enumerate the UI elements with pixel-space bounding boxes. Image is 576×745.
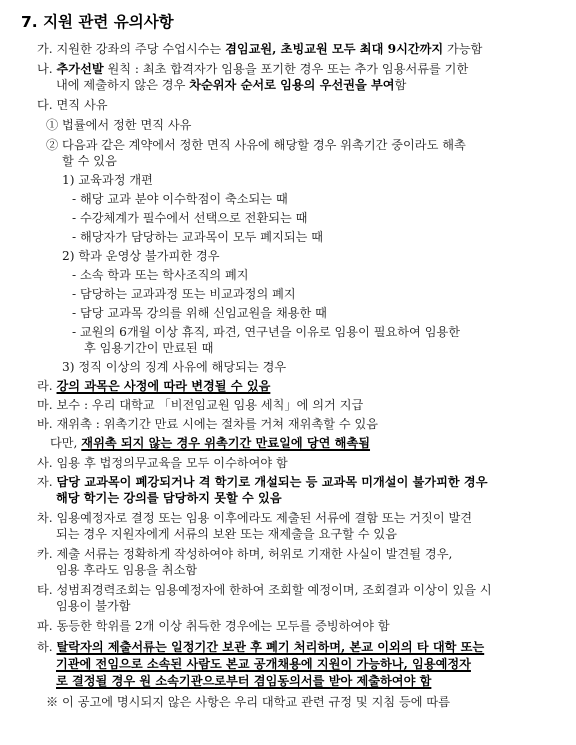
item-marker: 파. xyxy=(37,619,53,633)
item-ka-line2: 임용 후라도 임용을 취소함 xyxy=(56,563,198,577)
item-text: 함 xyxy=(394,78,407,92)
item-emphasis: 재위촉 되지 않는 경우 위촉기간 만료일에 당연 해촉됨 xyxy=(81,436,371,450)
item-na xyxy=(37,61,468,77)
item-emphasis: 추가선발 xyxy=(56,62,104,76)
item-text: 다만, xyxy=(50,436,78,450)
item-marker: 바. xyxy=(37,417,53,431)
da-sub-3: 3) 정직 이상의 징계 사유에 해당되는 경우 xyxy=(62,360,287,374)
item-ja-line2 xyxy=(56,490,282,506)
item-na-line2 xyxy=(56,77,406,93)
item-emphasis: 차순위자 순서로 임용의 우선권을 부여 xyxy=(189,78,395,92)
item-cha-line2: 되는 경우 지원자에게 서류의 보완 또는 재제출을 요구할 수 있음 xyxy=(56,527,397,541)
item-ta xyxy=(37,582,492,598)
item-ka xyxy=(37,546,452,562)
item-marker: 나. xyxy=(37,62,53,76)
item-marker: 가. xyxy=(37,42,53,56)
item-ta-line2: 임용이 불가함 xyxy=(56,599,131,613)
item-text: 성범죄경력조회는 임용예정자에 한하여 조회할 예정이며, 조회결과 이상이 있을 시 xyxy=(56,583,492,597)
section-title: 7. 지원 관련 유의사항 xyxy=(21,13,174,31)
item-emphasis: 강의 과목은 사정에 따라 변경될 수 있음 xyxy=(56,379,271,393)
list-item: - 담당하는 교과과정 또는 비교과정의 폐지 xyxy=(72,287,296,301)
item-text: 원칙 : 최초 합격자가 임용을 포기한 경우 또는 추가 임용서류를 기한 xyxy=(107,62,469,76)
item-da xyxy=(37,97,108,113)
item-emphasis: 담당 교과목이 폐강되거나 격 학기로 개설되는 등 교과목 미개설이 불가피한 경우 xyxy=(56,475,488,489)
item-marker: 타. xyxy=(37,583,53,597)
item-marker: 카. xyxy=(37,547,53,561)
item-text: 면직 사유 xyxy=(56,98,108,112)
da-clause-2: ② 다음과 같은 계약에서 정한 면직 사유에 해당할 경우 위촉기간 중이라도 해촉 xyxy=(46,138,466,152)
item-emphasis: 로 결정될 경우 원 소속기관으로부터 겸임동의서를 받아 제출하여야 함 xyxy=(56,674,432,688)
item-cha xyxy=(37,510,472,526)
item-marker: 사. xyxy=(37,456,53,470)
list-item-cont: 후 임용기간이 만료된 때 xyxy=(84,341,214,355)
da-clause-1: ① 법률에서 정한 면직 사유 xyxy=(46,118,192,132)
item-text: 동등한 학위를 2개 이상 취득한 경우에는 모두를 증빙하여야 함 xyxy=(56,619,390,633)
list-item: - 교원의 6개월 이상 휴직, 파견, 연구년을 이유로 임용이 필요하여 임용한 xyxy=(72,325,461,339)
item-emphasis: 해당 학기는 강의를 담당하지 못할 수 있음 xyxy=(56,491,282,505)
item-emphasis: 기관에 전임으로 소속된 사람도 본교 공개채용에 지원이 가능하나, 임용예정자 xyxy=(56,657,471,671)
item-text: 보수 : 우리 대학교 「비전임교원 임용 세칙」에 의거 지급 xyxy=(56,398,364,412)
item-pa xyxy=(37,618,390,634)
list-item: - 수강체계가 필수에서 선택으로 전환되는 때 xyxy=(72,211,308,225)
item-ha xyxy=(37,639,484,655)
item-text: 임용 후 법정의무교육을 모두 이수하여야 함 xyxy=(56,456,288,470)
item-text: 가능함 xyxy=(447,42,483,56)
da-sub-2: 2) 학과 운영상 불가피한 경우 xyxy=(62,249,220,263)
list-item: - 해당 교과 분야 이수학점이 축소되는 때 xyxy=(72,192,288,206)
item-ha-line2 xyxy=(56,656,471,672)
item-marker: 하. xyxy=(37,640,53,654)
item-text: 내에 제출하지 않은 경우 xyxy=(56,78,186,92)
item-ba xyxy=(37,416,378,432)
item-ba-note xyxy=(50,435,370,451)
item-ja xyxy=(37,474,487,490)
list-item: - 담당 교과목 강의를 위해 신임교원을 채용한 때 xyxy=(72,306,327,320)
da-sub-1: 1) 교육과정 개편 xyxy=(62,173,153,187)
item-emphasis: 겸임교원, 초빙교원 모두 최대 9시간까지 xyxy=(225,42,444,56)
item-ha-line3 xyxy=(56,673,431,689)
item-marker: 자. xyxy=(37,475,53,489)
item-text: 임용예정자로 결정 또는 임용 이후에라도 제출된 서류에 결함 또는 거짓이 발견 xyxy=(56,511,473,525)
item-ma xyxy=(37,397,363,413)
item-sa xyxy=(37,455,288,471)
list-item: - 해당자가 담당하는 교과목이 모두 폐지되는 때 xyxy=(72,230,324,244)
item-ra xyxy=(37,378,270,394)
item-text: 제출 서류는 정확하게 작성하여야 하며, 허위로 기재한 사실이 발견될 경우, xyxy=(56,547,453,561)
item-emphasis: 탈락자의 제출서류는 일정기간 보관 후 폐기 처리하며, 본교 이외의 타 대학 또는 xyxy=(56,640,485,654)
item-text: 지원한 강좌의 주당 수업시수는 xyxy=(56,42,222,56)
da-clause-2-cont: 할 수 있음 xyxy=(62,154,117,168)
list-item: - 소속 학과 또는 학사조직의 폐지 xyxy=(72,268,249,282)
item-ga xyxy=(37,41,482,57)
item-marker: 라. xyxy=(37,379,53,393)
item-marker: 차. xyxy=(37,511,53,525)
footnote: ※ 이 공고에 명시되지 않은 사항은 우리 대학교 관련 규정 및 지침 등에 따름 xyxy=(46,695,450,709)
item-marker: 다. xyxy=(37,98,53,112)
item-text: 재위촉 : 위촉기간 만료 시에는 절차를 거쳐 재위촉할 수 있음 xyxy=(56,417,379,431)
item-marker: 마. xyxy=(37,398,53,412)
